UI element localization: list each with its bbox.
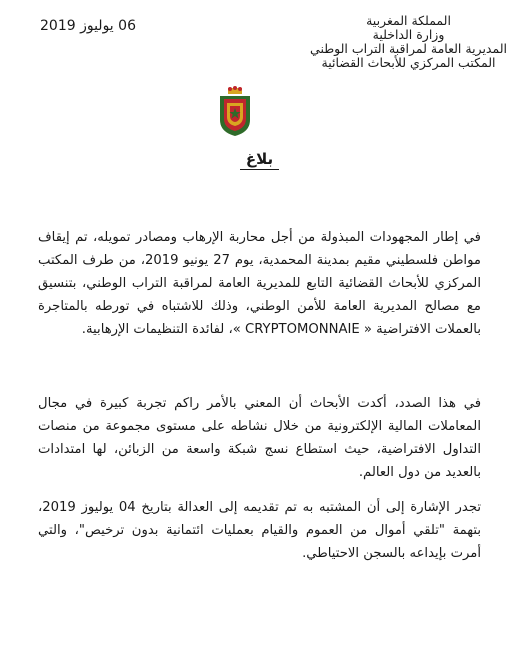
header-line-ministry: وزارة الداخلية: [372, 27, 445, 42]
header-line-kingdom: المملكة المغربية: [366, 13, 451, 28]
document-title: [0, 150, 519, 168]
paragraph-arrest: في إطار المجهودات المبذولة من أجل محاربة الإرهاب ومصادر تمويله، تم إيقاف مواطن فلسطيني مقيم بمدينة المحمدية، يوم 27 يونيو 2019، من طرف المكتب المركزي للأبحاث القضائية التابع للمديرية العامة لمراقبة التراب الوطني، بتنسيق مع مصالح المديرية العامة للأمن الوطني، وذلك للاشتباه في تورطه بالمتاجرة بالعملات الافتراضية « CRYPTOMONNAIE »، لفائدة التنظيمات الإرهابية.: [38, 230, 481, 337]
document-date: 06 يوليوز 2019: [40, 18, 136, 34]
header-line-bureau: المكتب المركزي للأبحاث القضائية: [321, 55, 496, 70]
morocco-coat-of-arms-emblem-icon: [216, 86, 254, 138]
paragraph-prosecution: تجدر الإشارة إلى أن المشتبه به تم تقديمه إلى العدالة بتاريخ 04 يوليوز 2019، بتهمة "تلقي أموال من العموم والقيام بعمليات ائتمانية بدون ترخيص"، والتي أمرت بإيداعه بالسجن الاحتياطي.: [38, 500, 481, 561]
paragraph-investigation: في هذا الصدد، أكدت الأبحاث أن المعني بالأمر راكم تجربة كبيرة في مجال المعاملات المالية الإلكترونية من خلال نشاطه على مستوى مجموعة من منصات التداول الافتراضية، حيث استطاع نسج شبكة واسعة من الزبائن، لها امتدادات بالعديد من دول العالم.: [38, 396, 481, 480]
document-title-text: بلاغ: [240, 150, 279, 170]
header-line-directorate: المديرية العامة لمراقبة التراب الوطني: [310, 41, 507, 56]
issuer-header: [310, 14, 507, 70]
